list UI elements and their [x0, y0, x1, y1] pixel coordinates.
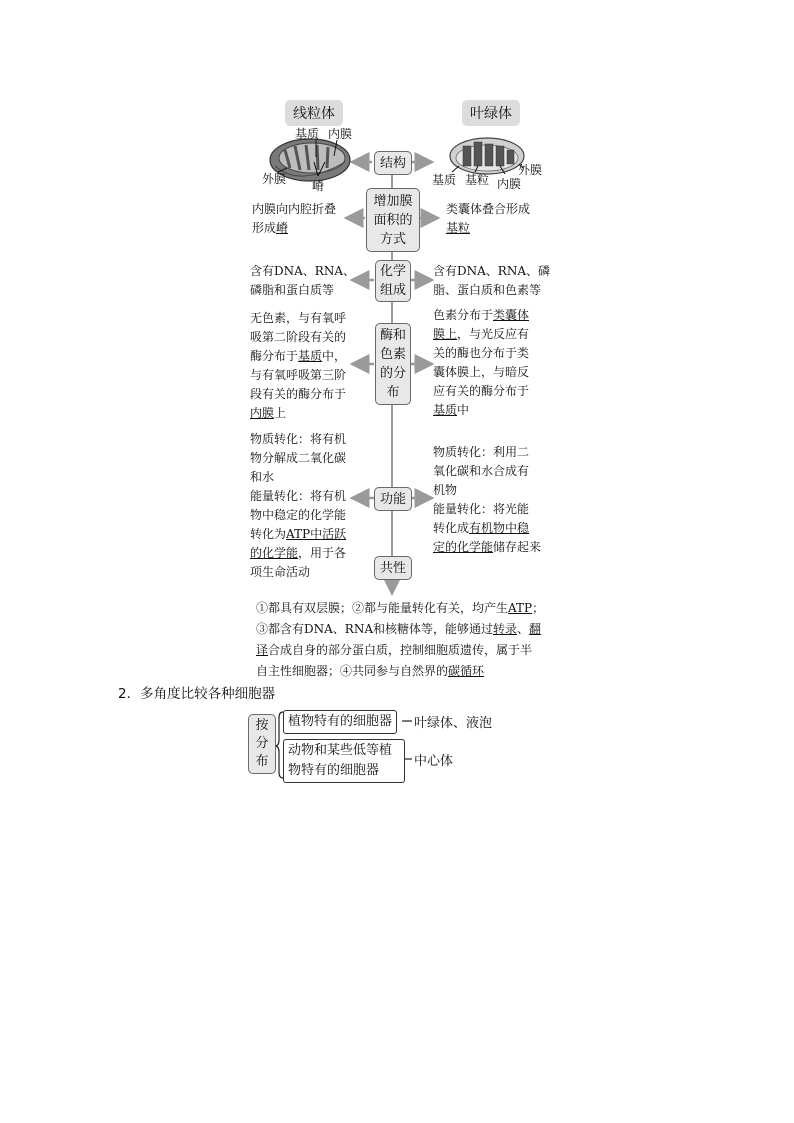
left-enzyme-line4: 与有氧呼吸第三阶 [250, 368, 347, 382]
chl-stroma-label: 基质 [432, 173, 457, 187]
chl-inner-label: 内膜 [497, 177, 522, 191]
mito-inner-label: 内膜 [328, 127, 353, 141]
left-enzyme-line3u: 基质 [298, 349, 323, 363]
animal-result: 中心体 [414, 754, 454, 769]
right-function-line6b: 储存起来 [493, 540, 542, 554]
category-common: 共性 [374, 556, 412, 580]
right-enzyme-line3: 关的酶也分布于类 [433, 346, 530, 360]
chl-outer-label: 外膜 [518, 163, 543, 177]
classify-char1: 按 [255, 718, 269, 733]
chloroplast-header: 叶绿体 [462, 100, 520, 126]
mito-cristae-label: 嵴 [312, 179, 325, 193]
category-composition [375, 260, 411, 302]
category-membrane-line3: 方式 [379, 231, 406, 247]
right-function-line3: 机物 [433, 483, 458, 497]
category-composition-line2: 组成 [379, 283, 406, 298]
right-membrane-line2u: 基粒 [446, 221, 471, 235]
animal-box-line2: 物特有的细胞器 [288, 763, 380, 778]
left-enzyme-text [250, 309, 370, 423]
plant-only-box: 植物特有的细胞器 [283, 710, 397, 734]
right-function-text [433, 443, 558, 557]
category-enzyme-line4: 布 [386, 385, 400, 400]
right-composition-line1: 含有DNA、RNA、磷 [433, 264, 550, 278]
left-function-line1: 物质转化：将有机 [250, 432, 347, 446]
category-enzyme-line1: 酶和 [379, 328, 406, 343]
common-line1u: ATP [508, 601, 533, 615]
right-function-line5a: 转化成 [433, 521, 470, 535]
common-line2b: 、 [517, 622, 530, 636]
left-membrane-line1: 内膜向内腔折叠 [252, 202, 337, 216]
category-enzyme-line2: 色素 [379, 347, 406, 362]
left-composition-text [250, 262, 370, 300]
category-membrane-line1: 增加膜 [373, 193, 413, 209]
common-line3u: 译 [256, 643, 269, 657]
category-enzyme-line3: 的分 [379, 366, 406, 381]
left-enzyme-line2: 吸第二阶段有关的 [250, 330, 347, 344]
mitochondrion-header: 线粒体 [285, 100, 343, 126]
common-line4a: 自主性细胞器；④共同参与自然界的 [256, 664, 449, 678]
category-composition-line1: 化学 [379, 264, 406, 279]
left-membrane-line2a: 形成 [252, 221, 277, 235]
chloroplast-illustration [450, 138, 524, 174]
left-function-line6a: 转化为 [250, 527, 287, 541]
right-enzyme-line6b: 中 [457, 403, 470, 417]
right-membrane-text [446, 200, 556, 238]
left-function-line7u: 的化学能 [250, 546, 299, 560]
common-line1b: ； [532, 601, 545, 615]
right-function-line2: 氧化碳和水合成有 [433, 464, 530, 478]
common-line2u2: 翻 [529, 622, 542, 636]
left-function-line8: 项生命活动 [250, 565, 311, 579]
right-enzyme-line4: 囊体膜上，与暗反 [433, 365, 530, 379]
right-membrane-line1: 类囊体叠合形成 [446, 202, 531, 216]
left-composition-line2: 磷脂和蛋白质等 [250, 283, 335, 297]
common-line2u1: 转录 [493, 622, 518, 636]
common-line3b: 合成自身的部分蛋白质，控制细胞质遗传，属于半 [268, 643, 533, 657]
category-membrane-area [366, 188, 420, 252]
left-function-line7b: ，用于各 [298, 546, 347, 560]
right-enzyme-text [433, 306, 558, 420]
left-enzyme-line1: 无色素，与有氧呼 [250, 311, 347, 325]
left-membrane-line2u: 嵴 [276, 221, 289, 235]
section2-title: 2．多角度比较各种细胞器 [118, 686, 276, 702]
right-function-line1: 物质转化：利用二 [433, 445, 530, 459]
left-enzyme-line6b: 上 [274, 406, 287, 420]
left-composition-line1: 含有DNA、RNA、 [250, 264, 355, 278]
right-function-line6u: 定的化学能 [433, 540, 494, 554]
category-function: 功能 [374, 487, 412, 511]
left-enzyme-line3a: 酶分布于 [250, 349, 299, 363]
mito-matrix-label: 基质 [295, 127, 320, 141]
chl-grana-label: 基粒 [465, 173, 490, 187]
right-function-line5u: 有机物中稳 [469, 521, 530, 535]
left-membrane-text [252, 200, 362, 238]
left-function-text [250, 430, 370, 582]
left-function-line2: 物分解成二氧化碳 [250, 451, 347, 465]
animal-lower-plant-box [283, 739, 405, 783]
category-membrane-line2: 面积的 [373, 212, 413, 228]
category-enzyme-distribution [375, 323, 411, 405]
right-enzyme-line2u: 膜上 [433, 327, 458, 341]
right-enzyme-line6u: 基质 [433, 403, 458, 417]
right-enzyme-line2b: ，与光反应有 [457, 327, 530, 341]
right-enzyme-line5: 应有关的酶分布于 [433, 384, 530, 398]
mito-outer-label: 外膜 [262, 172, 287, 186]
left-function-line3: 和水 [250, 470, 275, 484]
plant-only-result: 叶绿体、液泡 [414, 716, 493, 731]
left-enzyme-line3b: 中， [322, 349, 347, 363]
common-features-text [256, 598, 546, 682]
left-function-line4: 能量转化：将有机 [250, 489, 347, 503]
common-line1a: ①都具有双层膜；②都与能量转化有关，均产生 [256, 601, 509, 615]
right-composition-line2: 脂、蛋白质和色素等 [433, 283, 542, 297]
animal-box-line1: 动物和某些低等植 [288, 743, 393, 758]
category-structure: 结构 [374, 151, 412, 175]
left-enzyme-line5: 段有关的酶分布于 [250, 387, 347, 401]
left-function-line5: 物中稳定的化学能 [250, 508, 347, 522]
common-line2a: ③都含有DNA、RNA和核糖体等，能够通过 [256, 622, 493, 636]
classify-by-distribution-box [248, 714, 276, 774]
classify-char2: 分 [255, 736, 269, 751]
left-enzyme-line6u: 内膜 [250, 406, 275, 420]
left-function-line6u: ATP中活跃 [286, 527, 347, 541]
right-enzyme-line1a: 色素分布于 [433, 308, 494, 322]
right-enzyme-line1u: 类囊体 [493, 308, 530, 322]
right-composition-text [433, 262, 558, 300]
classify-char3: 布 [255, 754, 269, 769]
right-function-line4: 能量转化：将光能 [433, 502, 530, 516]
common-line4u: 碳循环 [448, 664, 485, 678]
